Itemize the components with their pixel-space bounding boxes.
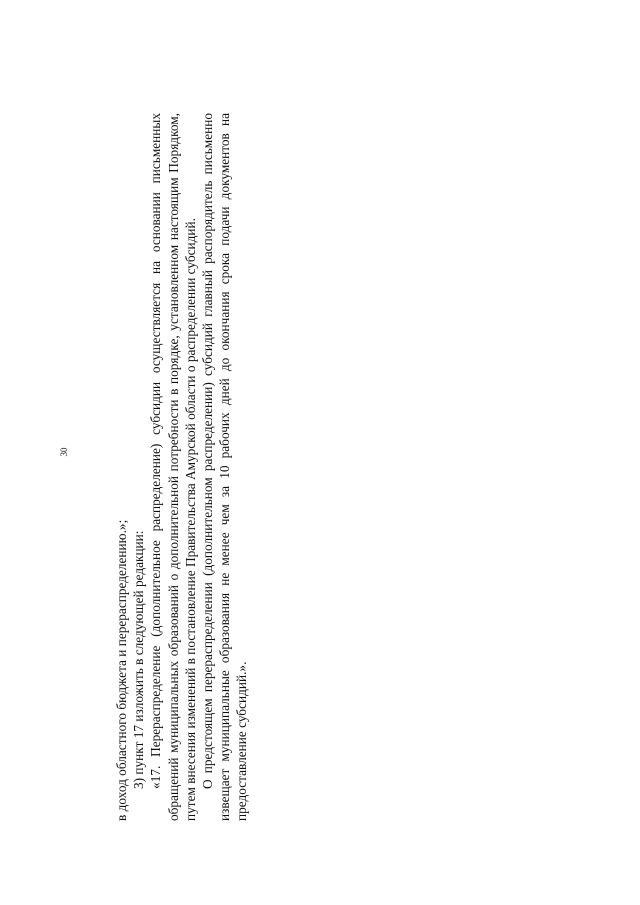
- page-number: 30: [59, 447, 69, 457]
- paragraph-continuation: в доход областного бюджета и перераспределению.»;: [114, 519, 129, 821]
- paragraph-notification: О предстоящем перераспределении (дополнительном распределении) субсидий главный распорядитель письменно извещает муниципальные образования не менее чем за 10 рабочих дней до окончания срока подачи документов на предоставление субсидий.».: [200, 113, 250, 821]
- paragraph-point-17: «17. Перераспределение (дополнительное распределение) субсидии осуществляется на основании письменных обращений муниципальных образований о дополнительной потребности в порядке, установленном настоящим Порядком, путем внесения изменений в постановление Правительства Амурской области о распределении субсидий.: [148, 113, 198, 821]
- document-body: [113, 113, 251, 821]
- paragraph-item-3: 3) пункт 17 изложить в следующей редакции:: [131, 530, 147, 789]
